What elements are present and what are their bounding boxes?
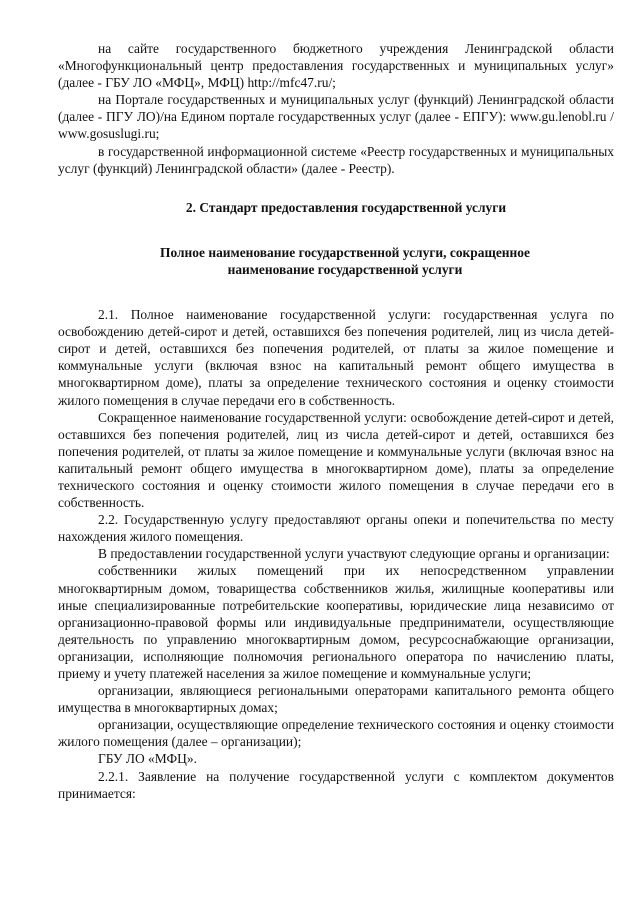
- paragraph-owners: собственники жилых помещений при их непосредственном управлении многоквартирным домом, товарищества собственников жилья, жилищные кооперативы или иные специализированные потребительские кооперативы, юридические лица независимо от организационно-правовой формы или индивидуальные предприниматели, осуществляющие деятельность по управлению многоквартирным домом, ресурсоснабжающие организации, организации, исполняющие полномочия регионального оператора по начислению платы, приему и учету платежей населения за жилое помещение и коммунальные услуги;: [58, 563, 614, 681]
- paragraph-2-1-full-name: 2.1. Полное наименование государственной услуги: государственная услуга по освобождению детей-сирот и детей, оставшихся без попечения родителей, лиц из числа детей-сирот и детей, оставшихся без попечения родителей, от платы за жилое помещение и коммунальные услуги (включая взнос на капитальный ремонт общего имущества в многоквартирном доме), платы за определение технического состояния и оценку стоимости жилого помещения в случае передачи его в собственность.: [58, 307, 614, 408]
- document-page: [58, 40, 614, 802]
- paragraph-2-2-providers: 2.2. Государственную услугу предоставляют органы опеки и попечительства по месту нахождения жилого помещения.: [58, 512, 614, 545]
- paragraph-mfc: ГБУ ЛО «МФЦ».: [98, 751, 197, 767]
- section-subtitle-line-1: Полное наименование государственной услуги, сокращенное: [160, 244, 530, 260]
- paragraph-short-name: Сокращенное наименование государственной услуги: освобождение детей-сирот и детей, оставшихся без попечения родителей, лиц из числа детей-сирот и детей, оставшихся без попечения родителей, от платы за жилое помещение и коммунальные услуги (включая взнос на капитальный ремонт общего имущества в многоквартирном доме), платы за определение технического состояния и оценку стоимости жилого помещения в случае передачи его в собственность.: [58, 409, 614, 511]
- paragraph-participants: В предоставлении государственной услуги участвуют следующие органы и организации:: [98, 546, 610, 562]
- section-title: 2. Стандарт предоставления государственной услуги: [185, 199, 507, 215]
- section-subtitle-line-2: наименование государственной услуги: [227, 261, 463, 277]
- intro-paragraph-portal: на Портале государственных и муниципальных услуг (функций) Ленинградской области (далее - ПГУ ЛО)/на Едином портале государственных услуг (далее - ЕПГУ): www.gu.lenobl.ru / www.gosuslugi.ru;: [58, 92, 614, 142]
- paragraph-2-2-1-application: 2.2.1. Заявление на получение государственной услуги с комплектом документов принимается:: [58, 768, 614, 801]
- intro-paragraph-registry: в государственной информационной системе «Реестр государственных и муниципальных услуг (функций) Ленинградской области» (далее - Реестр).: [58, 143, 614, 176]
- paragraph-regional-operators: организации, являющиеся региональными операторами капитального ремонта общего имущества в многоквартирных домах;: [58, 683, 614, 716]
- paragraph-technical-organizations: организации, осуществляющие определение технического состояния и оценку стоимости жилого помещения (далее – организации);: [58, 717, 614, 750]
- intro-paragraph-mfc-site: на сайте государственного бюджетного учреждения Ленинградской области «Многофункциональный центр предоставления государственных и муниципальных услуг» (далее - ГБУ ЛО «МФЦ», МФЦ) http://mfc47.ru/;: [58, 41, 614, 91]
